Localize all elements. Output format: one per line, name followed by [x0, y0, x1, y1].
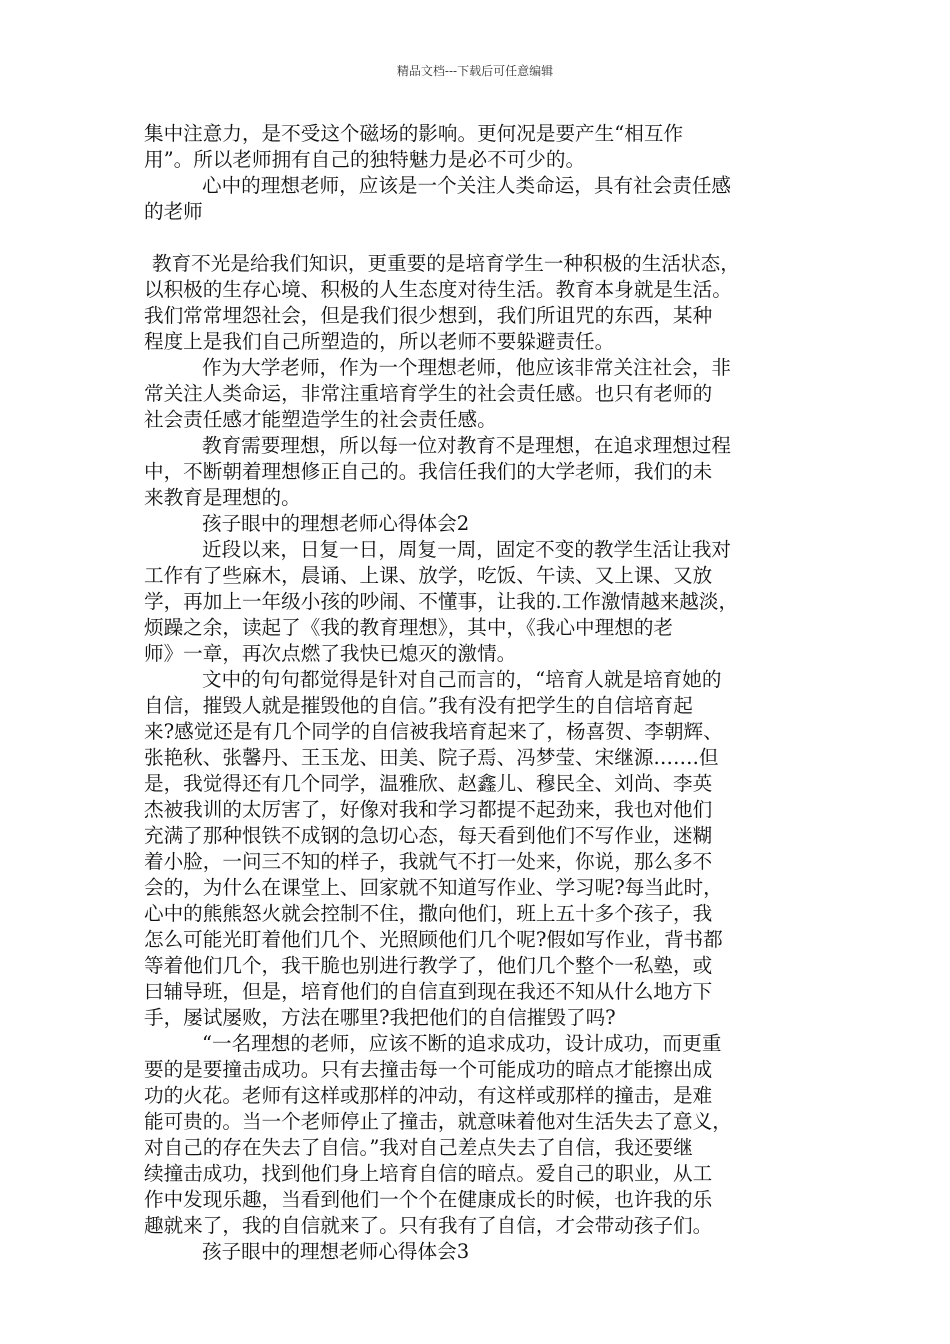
text-line: 曰辅导班，但是，培育他们的自信直到现在我还不知从什么地方下 [144, 980, 713, 1003]
text-line: 来?感觉还是有几个同学的自信被我培育起来了，杨喜贺、李朝辉、 [144, 720, 723, 743]
text-line: 怎么可能光盯着他们几个、光照顾他们几个呢?假如写作业，背书都 [144, 928, 723, 951]
text-line: 烦躁之余，读起了《我的教育理想》，其中，《我心中理想的老 [144, 616, 674, 639]
text-line: 等着他们几个，我干脆也别进行教学了，他们几个整个一私塾，或 [144, 954, 713, 977]
text-line: 张艳秋、张馨丹、王玉龙、田美、院子焉、冯梦莹、宋继源…….但 [144, 746, 719, 769]
text-line: 程度上是我们自己所塑造的，所以老师不要躲避责任。 [144, 330, 615, 353]
text-line: 常关注人类命运，非常注重培育学生的社会责任感。也只有老师的 [144, 382, 713, 405]
text-line: 集中注意力，是不受这个磁场的影响。更何况是要产生“相互作 [144, 122, 684, 145]
text-line: 趣就来了，我的自信就来了。只有我有了自信，才会带动孩子们。 [144, 1214, 713, 1237]
text-line: 近段以来，日复一日，周复一周，固定不变的教学生活让我对 [202, 538, 732, 561]
text-line: 会的，为什么在课堂上、回家就不知道写作业、学习呢?每当此时， [144, 876, 723, 899]
text-line: 我们常常埋怨社会，但是我们很少想到，我们所诅咒的东西，某种 [144, 304, 713, 327]
text-line: 以积极的生存心境、积极的人生态度对待生活。教育本身就是生活。 [144, 278, 732, 301]
text-line: 心中的理想老师，应该是一个关注人类命运，具有社会责任感 [202, 174, 732, 197]
text-line: 对自己的存在失去了自信。”我对自己差点失去了自信，我还要继 [144, 1136, 693, 1159]
text-line: 文中的句句都觉得是针对自己而言的，“培育人就是培育她的 [202, 668, 722, 691]
text-line: 续撞击成功，找到他们身上培育自信的暗点。爱自己的职业，从工 [144, 1162, 713, 1185]
text-line: 功的火花。老师有这样或那样的冲动，有这样或那样的撞击，是难 [144, 1084, 713, 1107]
text-line: 的老师 [144, 200, 203, 223]
text-line: 工作有了些麻木，晨诵、上课、放学，吃饭、午读、又上课、又放 [144, 564, 713, 587]
text-line: 杰被我训的太厉害了，好像对我和学习都提不起劲来，我也对他们 [144, 798, 713, 821]
text-line: 充满了那种恨铁不成钢的急切心态，每天看到他们不写作业，迷糊 [144, 824, 713, 847]
section-heading: 孩子眼中的理想老师心得体会3 [202, 1240, 470, 1263]
text-line: 要的是要撞击成功。只有去撞击每一个可能成功的暗点才能擦出成 [144, 1058, 713, 1081]
document-body [144, 121, 812, 1265]
paragraph-gap [144, 225, 812, 251]
text-line: “一名理想的老师，应该不断的追求成功，设计成功，而更重 [202, 1032, 722, 1055]
text-line: 心中的熊熊怒火就会控制不住，撒向他们，班上五十多个孩子，我 [144, 902, 713, 925]
text-line: 是，我觉得还有几个同学，温雅欣、赵鑫儿、穆民全、刘尚、李英 [144, 772, 713, 795]
text-line: 用”。所以老师拥有自己的独特魅力是必不可少的。 [144, 148, 586, 171]
text-line: 教育不光是给我们知识，更重要的是培育学生一种积极的生活状态， [152, 252, 740, 275]
text-line: 作中发现乐趣，当看到他们一个个在健康成长的时候，也许我的乐 [144, 1188, 713, 1211]
text-line: 来教育是理想的。 [144, 486, 301, 509]
text-line: 作为大学老师，作为一个理想老师，他应该非常关注社会，非 [202, 356, 732, 379]
text-line: 着小脸，一问三不知的样子，我就气不打一处来，你说，那么多不 [144, 850, 713, 873]
text-line: 教育需要理想，所以每一位对教育不是理想，在追求理想过程 [202, 434, 732, 457]
text-line: 自信，摧毁人就是摧毁他的自信。”我有没有把学生的自信培育起 [144, 694, 693, 717]
text-line: 能可贵的。当一个老师停止了撞击，就意味着他对生活失去了意义， [144, 1110, 732, 1133]
text-line: 社会责任感才能塑造学生的社会责任感。 [144, 408, 497, 431]
text-line: 学，再加上一年级小孩的吵闹、不懂事，让我的.工作激情越来越淡， [144, 590, 739, 613]
text-line: 手，屡试屡败，方法在哪里?我把他们的自信摧毁了吗? [144, 1006, 616, 1029]
text-line: 中，不断朝着理想修正自己的。我信任我们的大学老师，我们的未 [144, 460, 713, 483]
section-heading: 孩子眼中的理想老师心得体会2 [202, 512, 470, 535]
text-line: 师》一章，再次点燃了我快已熄灭的激情。 [144, 642, 517, 665]
page-header: 精品文档---下载后可任意编辑 [396, 64, 554, 78]
